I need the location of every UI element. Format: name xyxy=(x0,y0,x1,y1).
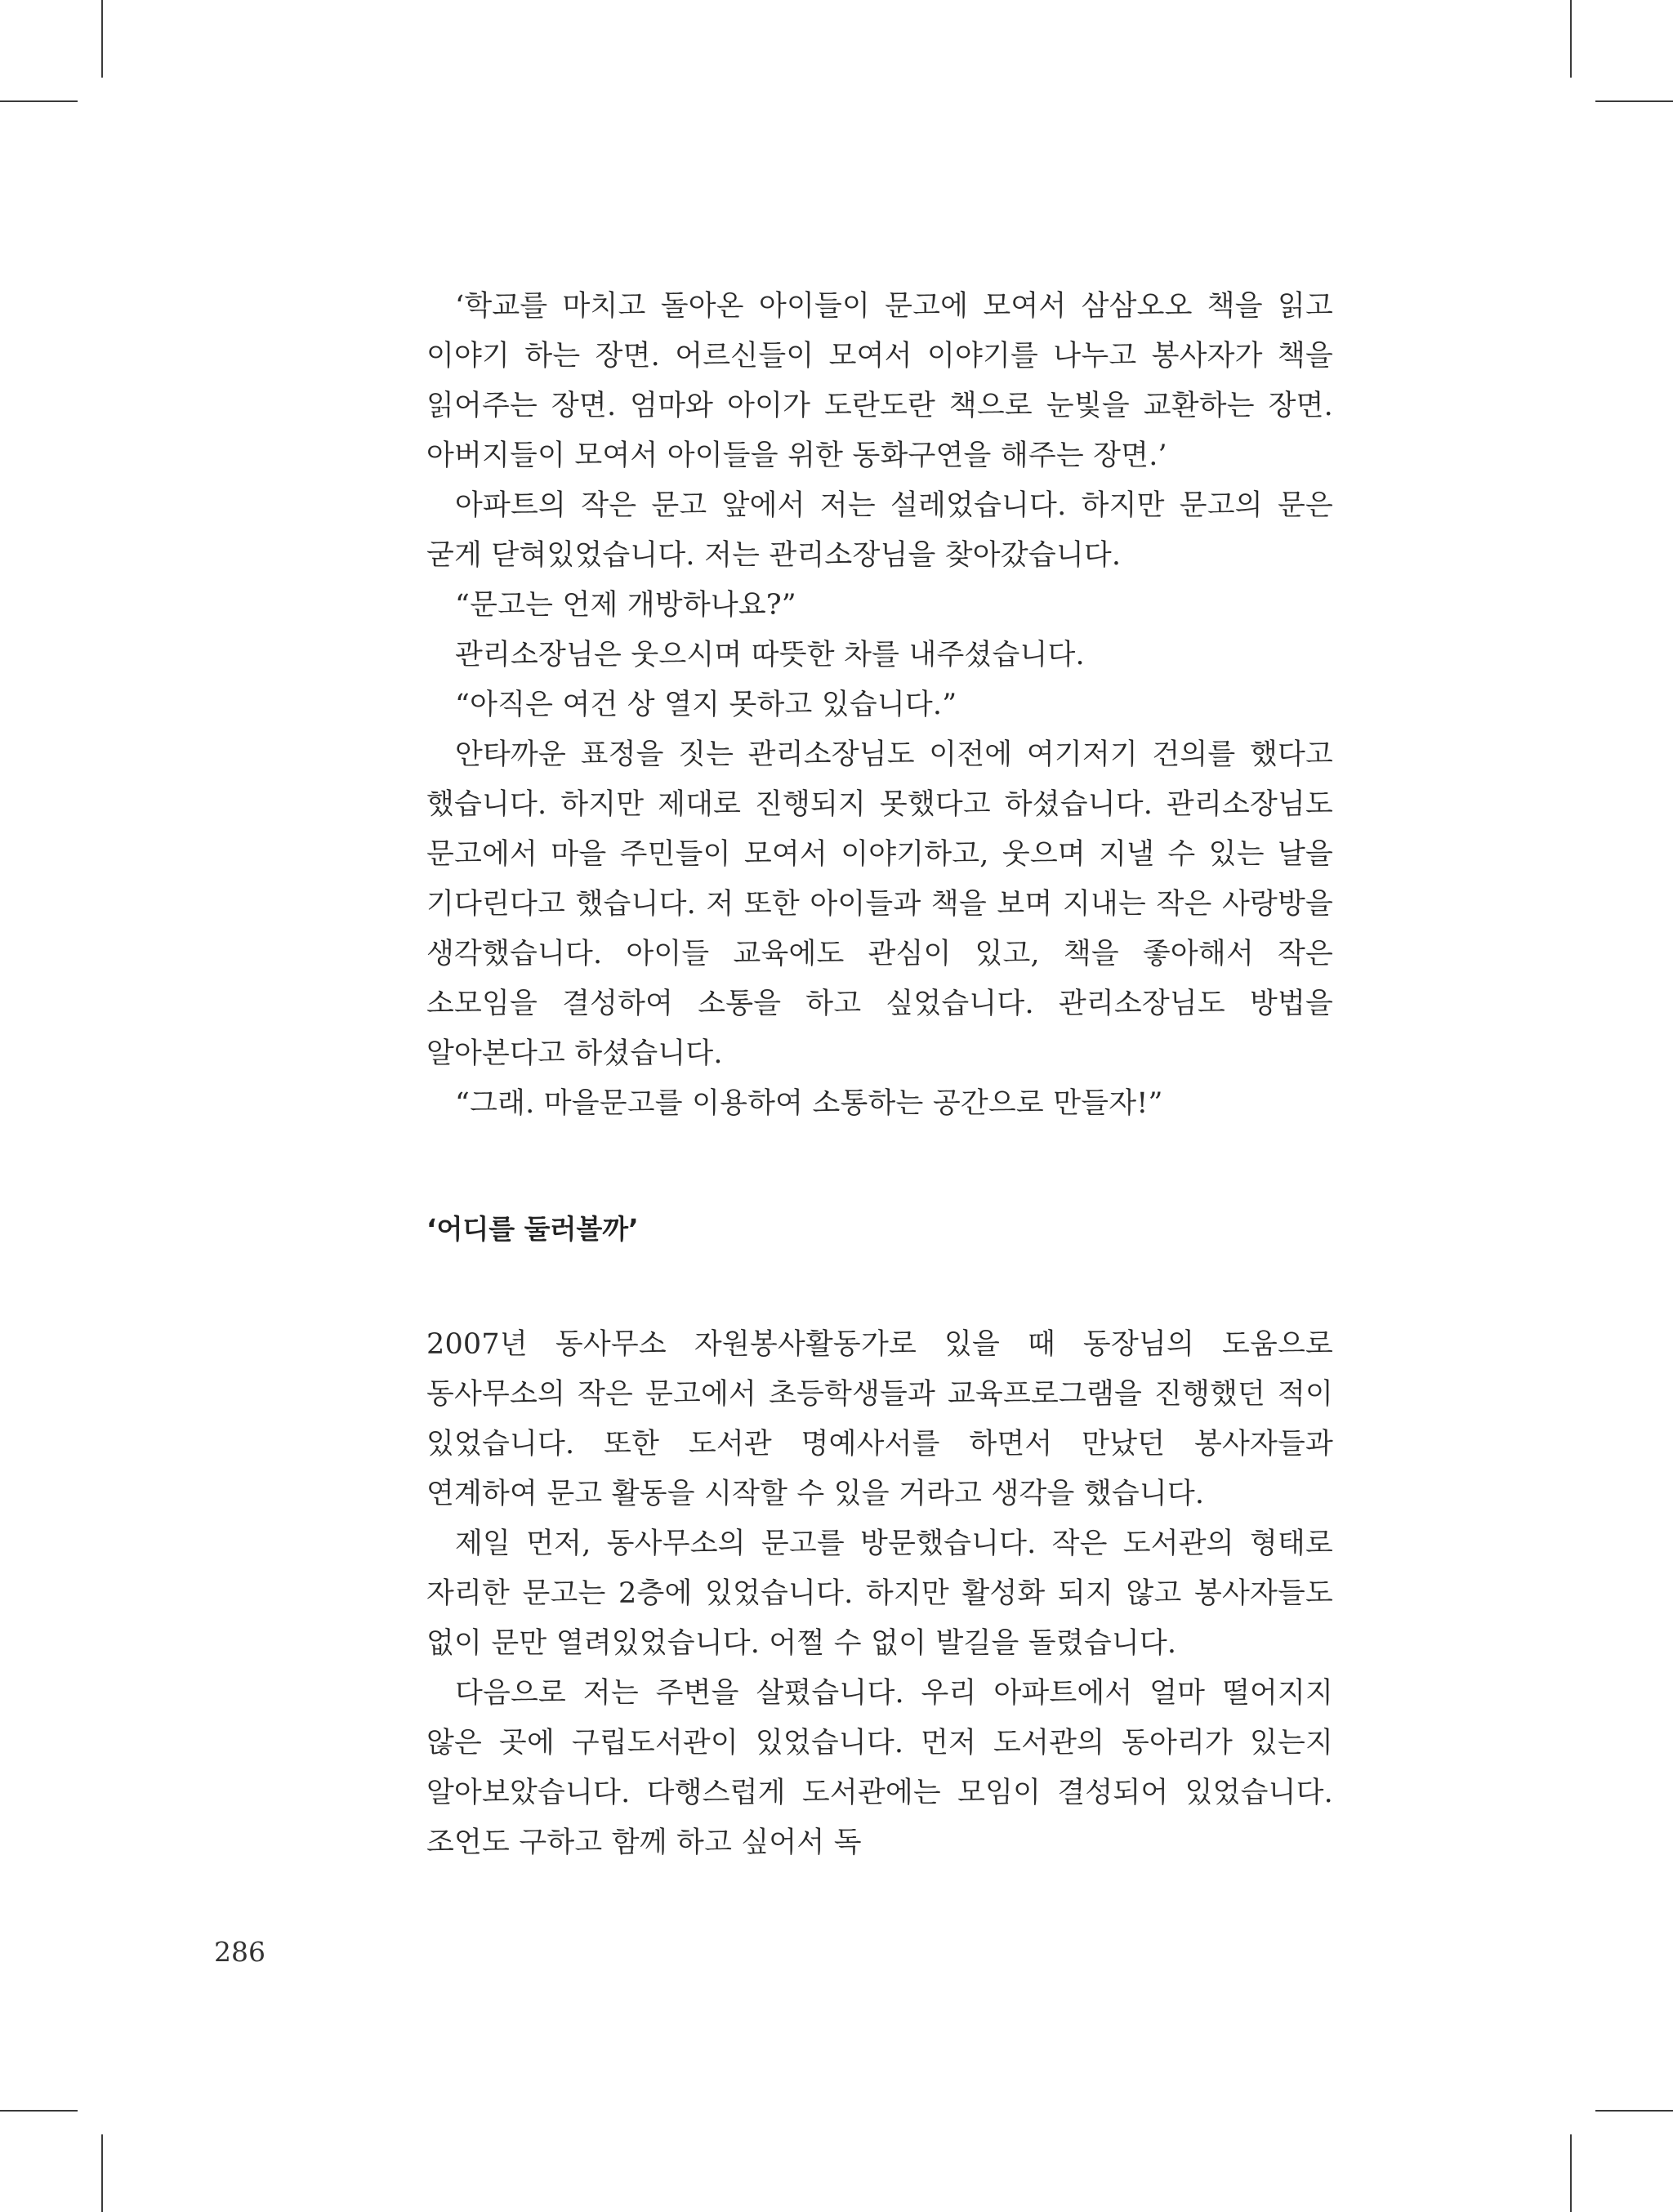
crop-mark-bottom-right-vertical xyxy=(1570,2134,1572,2212)
crop-mark-bottom-left-horizontal xyxy=(0,2110,78,2112)
crop-mark-bottom-right-horizontal xyxy=(1595,2110,1673,2112)
paragraph-scene-list: ‘학교를 마치고 돌아온 아이들이 문고에 모여서 삼삼오오 책을 읽고 이야기 하는 장면. 어르신들이 모여서 이야기를 나누고 봉사자가 책을 읽어주는 장면. 엄마와 아이가 도란도란 책으로 눈빛을 교환하는 장면. 아버지들이 모여서 아이들을 위한 동화구연을 해주는 장면.’ xyxy=(426,290,1333,472)
section-heading: ‘어디를 둘러볼까’ xyxy=(426,1213,639,1245)
paragraph-manager-story: 안타까운 표정을 짓는 관리소장님도 이전에 여기저기 건의를 했다고 했습니다. 하지만 제대로 진행되지 못했다고 하셨습니다. 관리소장님도 문고에서 마을 주민들이 모여서 이야기하고, 웃으며 지낼 수 있는 날을 기다린다고 했습니다. 저 또한 아이들과 책을 보며 지내는 작은 사랑방을 생각했습니다. 아이들 교육에도 관심이 있고, 책을 좋아해서 작은 소모임을 결성하여 소통을 하고 싶었습니다. 관리소장님도 방법을 알아본다고 하셨습니다. xyxy=(426,738,1333,1070)
crop-mark-top-left-vertical xyxy=(101,0,103,78)
paragraph-district-library: 다음으로 저는 주변을 살폈습니다. 우리 아파트에서 얼마 떨어지지 않은 곳에 구립도서관이 있었습니다. 먼저 도서관의 동아리가 있는지 알아보았습니다. 다행스럽게 도서관에는 모임이 결성되어 있었습니다. 조언도 구하고 함께 하고 싶어서 독 xyxy=(426,1677,1333,1859)
page-number: 286 xyxy=(214,1936,265,1968)
crop-mark-top-right-vertical xyxy=(1570,0,1572,78)
paragraph-manager-tea: 관리소장님은 웃으시며 따뜻한 차를 내주셨습니다. xyxy=(455,639,1085,671)
dialogue-question: “문고는 언제 개방하나요?” xyxy=(455,589,796,622)
paragraph-closed-library: 아파트의 작은 문고 앞에서 저는 설레었습니다. 하지만 문고의 문은 굳게 닫혀있었습니다. 저는 관리소장님을 찾아갔습니다. xyxy=(426,489,1333,572)
crop-mark-top-right-horizontal xyxy=(1595,100,1673,102)
page-body xyxy=(426,282,1333,1868)
paragraph-community-center-visit: 제일 먼저, 동사무소의 문고를 방문했습니다. 작은 도서관의 형태로 자리한 문고는 2층에 있었습니다. 하지만 활성화 되지 않고 봉사자들도 없이 문만 열려있었습니다. 어쩔 수 없이 발길을 돌렸습니다. xyxy=(426,1527,1333,1660)
paragraph-volunteer-2007: 2007년 동사무소 자원봉사활동가로 있을 때 동장님의 도움으로 동사무소의 작은 문고에서 초등학생들과 교육프로그램을 진행했던 적이 있었습니다. 또한 도서관 명예사서를 하면서 만났던 봉사자들과 연계하여 문고 활동을 시작할 수 있을 거라고 생각을 했습니다. xyxy=(426,1328,1333,1510)
crop-mark-bottom-left-vertical xyxy=(101,2134,103,2212)
crop-mark-top-left-horizontal xyxy=(0,100,78,102)
dialogue-resolution: “그래. 마을문고를 이용하여 소통하는 공간으로 만들자!” xyxy=(455,1087,1163,1120)
dialogue-answer: “아직은 여건 상 열지 못하고 있습니다.” xyxy=(455,689,957,721)
